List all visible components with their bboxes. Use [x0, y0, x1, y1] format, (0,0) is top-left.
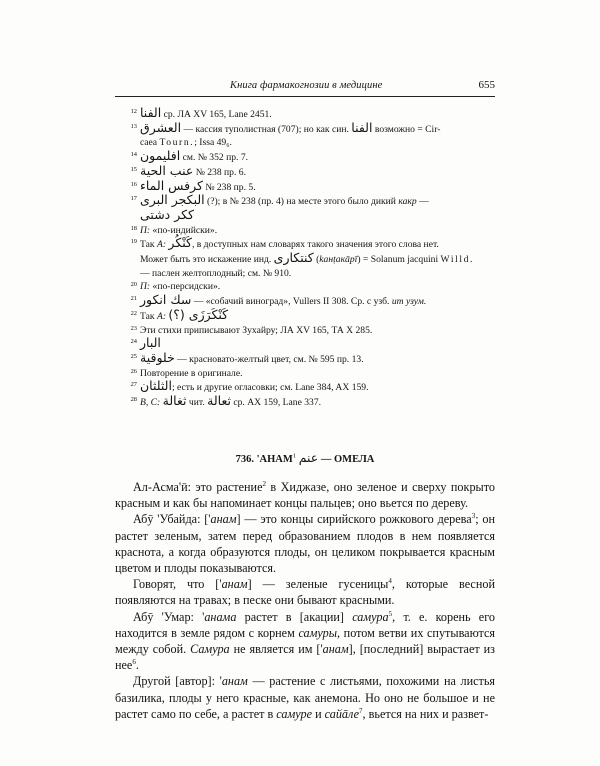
text: Абӯ 'Умар: ': [133, 609, 205, 624]
footnote-number: 16: [130, 180, 137, 188]
arabic-term: الفنا: [351, 119, 373, 135]
text: № 238 пр. 5.: [202, 181, 256, 193]
arabic-term: الفنا: [140, 105, 162, 120]
arabic-term: كرفس الماء: [140, 177, 203, 193]
footnote-ref: 2: [262, 479, 266, 488]
text: — растение с листьями, похожими на листья базилика, плоды у него красные, как анемона. Но оно не большое и не растет само по себе, а растет в: [115, 674, 495, 721]
text: ; он растет зеленым, затем перед образованием плодов в нем появляется краснота, а когда образуются плоды, он целиком покрывается красным цветом и плоды показываются.: [115, 512, 495, 576]
footnote-ref: 7: [359, 706, 363, 715]
footnote-number: 24: [130, 338, 137, 346]
footnote-number: 18: [130, 224, 137, 232]
text: , которые весной появляются на травах; в песке они бывают красными.: [115, 577, 495, 608]
text: , потом ветви их спутываются между собой.: [115, 625, 496, 657]
footnote-number: 15: [130, 165, 137, 173]
footnote-number: 23: [130, 324, 137, 332]
entry-arabic: عنم: [298, 450, 319, 465]
text: Абӯ 'Убайда: [': [133, 512, 211, 527]
text: в Хиджазе, оно зеленое и сверху покрыто красным и как бы напоминает концы пальцев; оно вьется по дереву.: [115, 480, 495, 511]
footnote-line: [115, 252, 495, 267]
italic-text: самуры: [298, 625, 337, 640]
arabic-term: كَنْكَرَزَى (؟): [168, 306, 229, 322]
footnote-number: 14: [130, 151, 137, 159]
text: — паслен желтоплодный; см. № 910.: [140, 267, 292, 279]
entry-number: 736.: [235, 454, 255, 465]
body-paragraph: [115, 576, 495, 608]
entry-body: [115, 479, 495, 722]
italic-text: A:: [156, 239, 167, 251]
italic-text: анам: [322, 642, 349, 657]
text: — красновато-желтый цвет, см. № 595 пр. 13.: [174, 353, 364, 365]
arabic-term: كنتكارى: [273, 250, 314, 266]
arabic-term: سك انكور: [140, 292, 192, 308]
text: Так: [140, 310, 157, 322]
entry-name: 'АНАМ: [256, 454, 293, 465]
text: Другой [автор]: ': [133, 674, 222, 689]
text: Так: [140, 239, 157, 251]
arabic-term: البكجر البرى: [140, 192, 205, 208]
italic-text: B, C:: [140, 397, 161, 409]
text: (: [313, 254, 320, 266]
italic-text: анам: [221, 674, 248, 689]
footnote-number: 26: [130, 367, 137, 375]
text: ср. АХ 159, Lane 337.: [230, 397, 322, 409]
footnote-line: [115, 119, 495, 137]
italic-text: A:: [156, 310, 167, 322]
italic-text: самура: [352, 609, 389, 624]
footnote-ref: 5: [388, 609, 393, 618]
italic-text: ит узум.: [391, 296, 427, 308]
italic-text: самуре: [276, 706, 313, 721]
page-number: 655: [478, 79, 495, 91]
italic-text: сайāле: [324, 706, 360, 721]
text: и: [312, 706, 325, 721]
body-paragraph: [115, 609, 495, 674]
footnote-number: 20: [130, 281, 137, 289]
text: № 238 пр. 6.: [193, 166, 246, 178]
text: см. № 352 пр. 7.: [180, 152, 249, 164]
text: — «собачий виноград», Vullers II 308. Ср. с узб.: [191, 296, 392, 308]
footnote-ref: 3: [471, 512, 476, 521]
text: возможно = Cir-: [372, 123, 441, 135]
text: — кассия туполистная (707); но как син.: [181, 123, 352, 135]
arabic-term: البار: [140, 335, 161, 351]
text: —: [416, 196, 429, 208]
text: Говорят, что [': [133, 577, 222, 592]
italic-text: П:: [140, 281, 151, 293]
spaced-text: Willd.: [440, 254, 475, 266]
footnote-number: 27: [130, 381, 137, 389]
text: ; Issa 49₆.: [194, 137, 232, 149]
text: ] — это концы сирийского рожкового дерева: [236, 512, 472, 527]
arabic-term: ثعالة: [207, 393, 231, 409]
entry-note: 1: [292, 452, 297, 460]
footnote-number: 13: [130, 122, 137, 130]
text: ; есть и другие огласовки; см. Lane 384, AX 159.: [171, 382, 369, 394]
running-title: Книга фармакогнозии в медицине: [230, 80, 383, 91]
footnote-number: 21: [130, 295, 137, 303]
text: растет в [акации]: [236, 609, 353, 624]
italic-text: анам: [221, 577, 248, 592]
arabic-term: خلوقية: [140, 349, 175, 365]
text: , т. е. корень его находится в земле рядом с корнем: [115, 609, 495, 640]
arabic-term: الثلثان: [140, 378, 172, 394]
italic-text: П:: [140, 224, 151, 236]
footnote-line: [115, 367, 495, 381]
body-paragraph: [115, 511, 495, 576]
arabic-term: ككر دشتى: [140, 206, 194, 222]
footnote-line: [115, 395, 495, 410]
footnote-number: 28: [130, 396, 137, 404]
italic-text: kaнṭaкāрī: [319, 254, 358, 266]
arabic-term: عنب الحية: [140, 162, 194, 178]
arabic-term: ثغالة: [162, 393, 187, 409]
entry-heading: [115, 452, 495, 465]
footnote-number: 25: [130, 352, 137, 360]
text: , вьется на них и развет-: [362, 706, 489, 721]
spaced-text: Tourn.: [159, 137, 195, 149]
italic-text: анам: [210, 512, 237, 527]
text: .: [135, 658, 139, 673]
footnote-number: 19: [130, 238, 137, 246]
text: «по-индийски».: [150, 224, 218, 236]
arabic-term: افليمون: [140, 148, 181, 164]
footnote-line: [115, 267, 495, 281]
entry-title: — ОМЕЛА: [320, 454, 375, 465]
italic-text: какр: [398, 196, 417, 208]
footnote-ref: 6: [132, 658, 136, 667]
text: caea: [140, 137, 160, 149]
footnote-number: 17: [130, 195, 137, 203]
text: Ал-Асма'ӣ: это растение: [133, 480, 263, 494]
footnote-line: [115, 306, 495, 324]
text: , в доступных нам словарях такого значения этого слова нет.: [191, 239, 439, 251]
text: Может быть это искажение инд.: [140, 254, 274, 266]
text: ] — зеленые гусеницы: [247, 577, 389, 592]
arabic-term: العشرق: [140, 119, 182, 135]
footnote-number: 12: [130, 108, 137, 115]
text: ], [последний] вырастает из нее: [115, 642, 495, 673]
text: Эти стихи приписывают Зухайру; ЛА XV 165, ТА X 285.: [140, 324, 373, 336]
text: (?); в № 238 (пр. 4) на месте этого было дикий: [204, 196, 399, 208]
text: ) = Solanum jacquini: [357, 254, 441, 266]
text: Повторение в оригинале.: [140, 367, 243, 379]
footnote-line: [115, 324, 495, 338]
body-paragraph: [115, 479, 495, 511]
italic-text: Самура: [190, 642, 230, 657]
running-header: [115, 80, 495, 97]
arabic-term: كَنْكُر: [168, 235, 192, 251]
footnote-line: [115, 206, 495, 224]
text: ср. ЛА XV 165, Lane 2451.: [161, 109, 272, 120]
footnote-ref: 4: [388, 577, 392, 586]
text: не является им [': [229, 642, 323, 657]
text: чит.: [186, 397, 208, 409]
footnotes-block: [115, 107, 495, 410]
italic-text: анама: [204, 609, 237, 624]
text: «по-персидски».: [150, 281, 221, 293]
body-paragraph: [115, 673, 495, 722]
footnote-line: [115, 349, 495, 367]
footnote-number: 22: [130, 309, 137, 317]
